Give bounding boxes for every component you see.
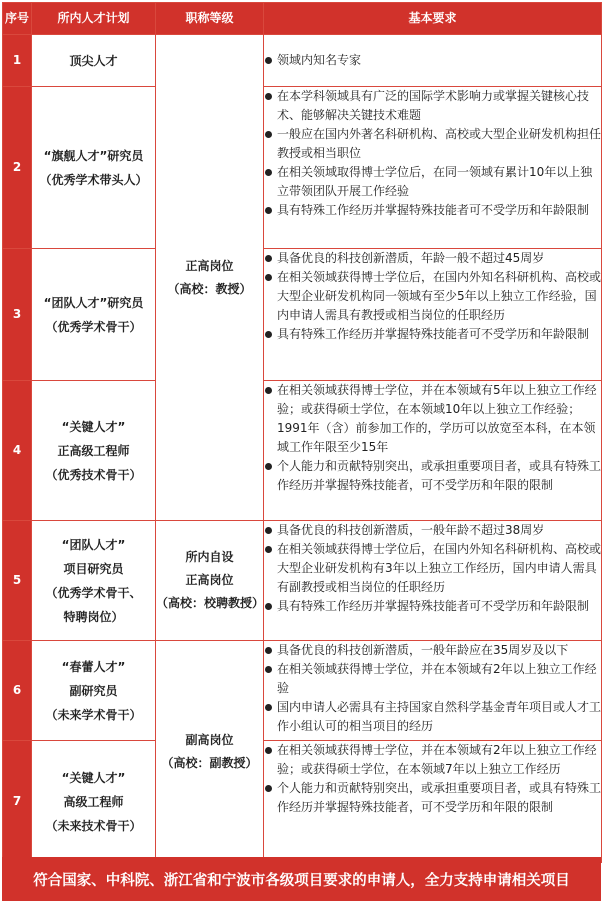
requirements-cell <box>264 381 602 521</box>
table-header-row <box>3 3 602 35</box>
level-cell <box>156 35 264 521</box>
plan-cell <box>32 381 156 521</box>
requirement-item: 国内申请人必需具有主持国家自然科学基金青年项目或人才工作小组认可的相当项目的经历 <box>264 698 601 736</box>
row-number: 6 <box>3 641 32 741</box>
plan-line: （未来技术骨干） <box>45 818 142 833</box>
row-number: 2 <box>3 87 32 249</box>
header-no: 序号 <box>3 3 32 35</box>
plan-line: “关键人才” <box>61 419 126 434</box>
row-number: 4 <box>3 381 32 521</box>
plan-line: 正高级工程师 <box>57 443 130 458</box>
header-level: 职称等级 <box>156 3 264 35</box>
row-number: 3 <box>3 249 32 381</box>
requirement-item: 具备优良的科技创新潜质，一般年龄应在35周岁及以下 <box>264 641 601 660</box>
table-row <box>3 641 602 741</box>
requirements-cell <box>264 35 602 87</box>
table-row <box>3 249 602 381</box>
plan-line: “旗舰人才”研究员 <box>43 148 144 163</box>
plan-line: （未来学术骨干） <box>45 707 142 722</box>
header-plan: 所内人才计划 <box>32 3 156 35</box>
requirements-list <box>264 87 601 220</box>
requirement-item: 个人能力和贡献特别突出，或承担重要项目者，或具有特殊工作经历并掌握特殊技能者，可不受学历和年限的限制 <box>264 457 601 495</box>
requirement-item: 在相关领域取得博士学位后，在同一领域有累计10年以上独立带领团队开展工作经验 <box>264 163 601 201</box>
plan-line: 顶尖人才 <box>69 53 118 68</box>
plan-cell <box>32 35 156 87</box>
level-line: 副高岗位 <box>185 732 234 747</box>
requirements-list <box>264 521 601 616</box>
plan-line: （优秀学术骨干、 <box>45 585 142 600</box>
requirement-item: 具备优良的科技创新潜质，年龄一般不超过45周岁 <box>264 249 601 268</box>
level-cell <box>156 641 264 863</box>
plan-cell <box>32 87 156 249</box>
requirements-cell <box>264 521 602 641</box>
table-row <box>3 35 602 87</box>
level-cell <box>156 521 264 641</box>
plan-cell <box>32 741 156 863</box>
requirements-list <box>264 51 601 70</box>
requirement-item: 具有特殊工作经历并掌握特殊技能者可不受学历和年龄限制 <box>264 325 601 344</box>
level-line: 正高岗位 <box>185 573 234 587</box>
plan-line: “团队人才” <box>61 537 126 552</box>
requirement-item: 在相关领域获得博士学位，并在本领域有2年以上独立工作经验；或获得硕士学位，在本领域7年以上独立工作经历 <box>264 741 601 779</box>
plan-cell <box>32 521 156 641</box>
plan-line: 高级工程师 <box>63 794 124 809</box>
plan-cell <box>32 641 156 741</box>
requirements-list <box>264 249 601 344</box>
requirements-cell <box>264 87 602 249</box>
level-line: （高校：副教授） <box>161 755 258 770</box>
plan-line: 项目研究员 <box>63 561 124 576</box>
plan-cell <box>32 249 156 381</box>
requirement-item: 在相关领域获得博士学位，并在本领域有5年以上独立工作经验；或获得硕士学位，在本领域10年以上独立工作经验；1991年（含）前参加工作的，学历可以放宽至本科，在本领域工作年限至少15年 <box>264 381 601 457</box>
requirement-item: 在相关领域获得博士学位，并在本领域有2年以上独立工作经验 <box>264 660 601 698</box>
requirement-item: 在本学科领域具有广泛的国际学术影响力或掌握关键核心技术、能够解决关键技术难题 <box>264 87 601 125</box>
requirement-item: 具备优良的科技创新潜质，一般年龄不超过38周岁 <box>264 521 601 540</box>
requirement-item: 具有特殊工作经历并掌握特殊技能者可不受学历和年龄限制 <box>264 597 601 616</box>
plan-line: “关键人才” <box>61 770 126 785</box>
requirements-cell <box>264 641 602 741</box>
level-line: （高校：教授） <box>167 281 252 296</box>
header-requirements: 基本要求 <box>264 3 602 35</box>
level-line: 所内自设 <box>185 550 234 564</box>
row-number: 5 <box>3 521 32 641</box>
requirement-item: 在相关领域获得博士学位后，在国内外知名科研机构、高校或大型企业研发机构同一领域有至少5年以上独立工作经验，国内申请人需具有教授或相当岗位的任职经历 <box>264 268 601 325</box>
requirements-list <box>264 741 601 817</box>
requirement-item: 个人能力和贡献特别突出，或承担重要项目者，或具有特殊工作经历并掌握特殊技能者，可不受学历和年限的限制 <box>264 779 601 817</box>
row-number: 7 <box>3 741 32 863</box>
requirements-cell <box>264 249 602 381</box>
talent-plan-table <box>2 2 602 863</box>
table-row <box>3 381 602 521</box>
requirements-list <box>264 381 601 495</box>
plan-line: （优秀技术骨干） <box>45 467 142 482</box>
plan-line: （优秀学术骨干） <box>45 319 142 334</box>
plan-line: 特聘岗位） <box>63 609 124 624</box>
plan-line: （优秀学术带头人） <box>39 172 148 187</box>
row-number: 1 <box>3 35 32 87</box>
requirements-cell <box>264 741 602 863</box>
requirement-item: 领域内知名专家 <box>264 51 601 70</box>
requirement-item: 在相关领域获得博士学位后，在国内外知名科研机构、高校或大型企业研发机构有3年以上独立工作经历，国内申请人需具有副教授或相当岗位的任职经历 <box>264 540 601 597</box>
level-line: （高校：校聘教授） <box>156 596 265 610</box>
requirement-item: 具有特殊工作经历并掌握特殊技能者可不受学历和年龄限制 <box>264 201 601 220</box>
footer-banner: 符合国家、中科院、浙江省和宁波市各级项目要求的申请人，全力支持申请相关项目 <box>2 857 601 901</box>
level-line: 正高岗位 <box>185 258 234 273</box>
table-row <box>3 521 602 641</box>
plan-line: 副研究员 <box>69 683 118 698</box>
plan-line: “团队人才”研究员 <box>43 295 144 310</box>
plan-line: “春蕾人才” <box>61 659 126 674</box>
requirements-list <box>264 641 601 736</box>
table-row <box>3 741 602 863</box>
requirement-item: 一般应在国内外著名科研机构、高校或大型企业研发机构担任教授或相当职位 <box>264 125 601 163</box>
table-row <box>3 87 602 249</box>
